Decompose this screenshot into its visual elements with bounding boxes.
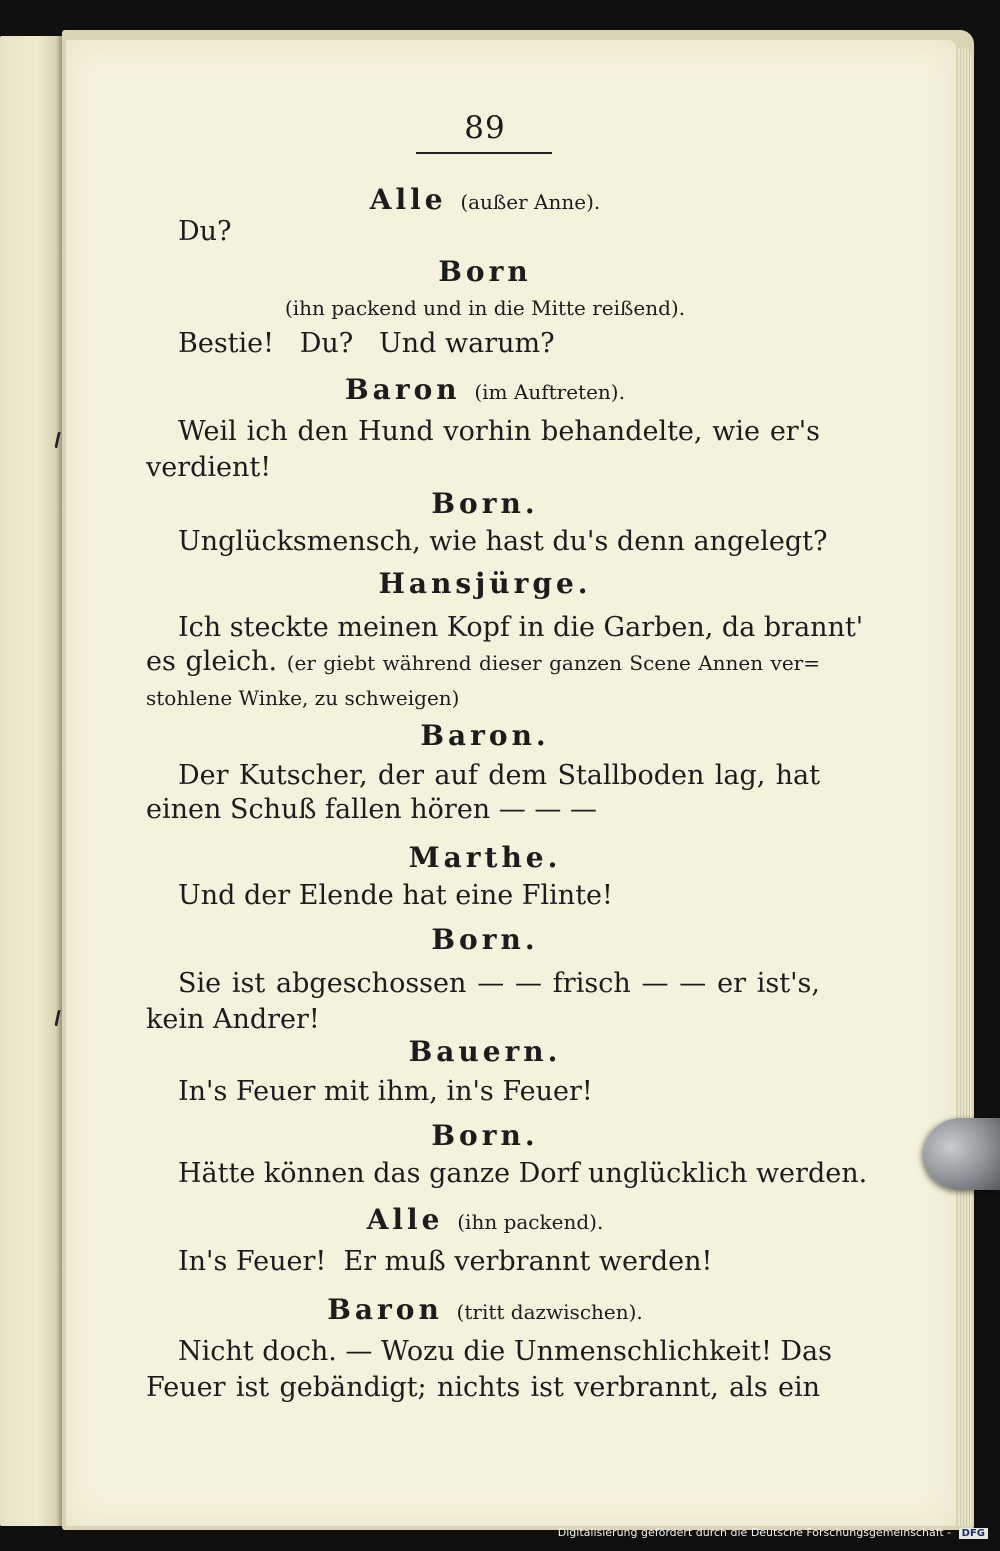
- speaker-line: [0, 922, 970, 958]
- stage-direction: (er giebt während dieser ganzen Scene Annen ver=: [286, 651, 821, 675]
- speaker-name: Bauern.: [408, 1035, 562, 1068]
- dialogue-line: Feuer ist gebändigt; nichts ist verbrannt, als ein: [146, 1372, 820, 1403]
- speaker-line: [0, 1118, 970, 1154]
- speaker-line: [0, 840, 970, 876]
- dfg-logo: DFG: [959, 1528, 988, 1539]
- stage-direction: (außer Anne).: [460, 190, 601, 214]
- dialogue-line: Der Kutscher, der auf dem Stallboden lag, hat: [178, 760, 820, 791]
- stage-direction: (tritt dazwischen).: [456, 1300, 643, 1324]
- speaker-line: [0, 372, 970, 410]
- dialogue-line: Weil ich den Hund vorhin behandelte, wie er's: [178, 416, 820, 447]
- stage-direction: (ihn packend).: [457, 1210, 604, 1234]
- speaker-name: Born: [438, 255, 532, 288]
- dialogue-line: Und der Elende hat eine Flinte!: [178, 880, 613, 911]
- dialogue-line: kein Andrer!: [146, 1004, 320, 1035]
- dialogue-line: einen Schuß fallen hören — — —: [146, 794, 597, 825]
- speaker-line: [0, 1292, 970, 1330]
- stage-direction-line: stohlene Winke, zu schweigen): [146, 686, 460, 710]
- speaker-name: Hansjürge.: [378, 567, 592, 600]
- stage-direction: (im Auftreten).: [474, 380, 625, 404]
- page-number: 89: [464, 110, 506, 146]
- speaker-line: [0, 254, 970, 290]
- speaker-line: [0, 1034, 970, 1070]
- dialogue-line: verdient!: [146, 452, 272, 483]
- speaker-name: Born.: [431, 487, 539, 520]
- speaker-line: [0, 486, 970, 522]
- dialogue-line: Ich steckte meinen Kopf in die Garben, da brannt': [178, 612, 864, 643]
- dialogue-line: Bestie! Du? Und warum?: [178, 328, 555, 359]
- stage-direction-line: (ihn packend und in die Mitte reißend).: [284, 296, 686, 320]
- speaker-name: Born.: [431, 923, 539, 956]
- speaker-name: Alle: [366, 1203, 444, 1236]
- header-rule: [416, 152, 552, 154]
- speaker-name: Alle: [369, 183, 447, 216]
- dialogue-line: In's Feuer mit ihm, in's Feuer!: [178, 1076, 593, 1107]
- dialogue-text: es gleich.: [146, 646, 278, 677]
- speaker-line: [0, 718, 970, 754]
- speaker-name: Baron: [327, 1293, 443, 1326]
- speaker-line: [0, 1202, 970, 1240]
- speaker-name: Baron.: [420, 719, 550, 752]
- dialogue-line: [146, 644, 820, 681]
- digitization-credit: [558, 1526, 988, 1539]
- dialogue-line: Sie ist abgeschossen — — frisch — — er ist's,: [178, 968, 820, 999]
- dialogue-line: Unglücksmensch, wie hast du's denn angelegt?: [178, 526, 828, 557]
- dialogue-line: In's Feuer! Er muß verbrannt werden!: [178, 1246, 713, 1277]
- credit-text: Digitalisierung gefördert durch die Deutsche Forschungsgemeinschaft -: [557, 1526, 952, 1539]
- dialogue-line: Nicht doch. — Wozu die Unmenschlichkeit! Das: [178, 1336, 832, 1367]
- speaker-name: Baron: [345, 373, 461, 406]
- speaker-name: Marthe.: [408, 841, 562, 874]
- speaker-name: Born.: [431, 1119, 539, 1152]
- speaker-line: [0, 566, 970, 602]
- dialogue-line: Hätte können das ganze Dorf unglücklich werden.: [178, 1158, 868, 1189]
- dialogue-line: Du?: [178, 216, 232, 247]
